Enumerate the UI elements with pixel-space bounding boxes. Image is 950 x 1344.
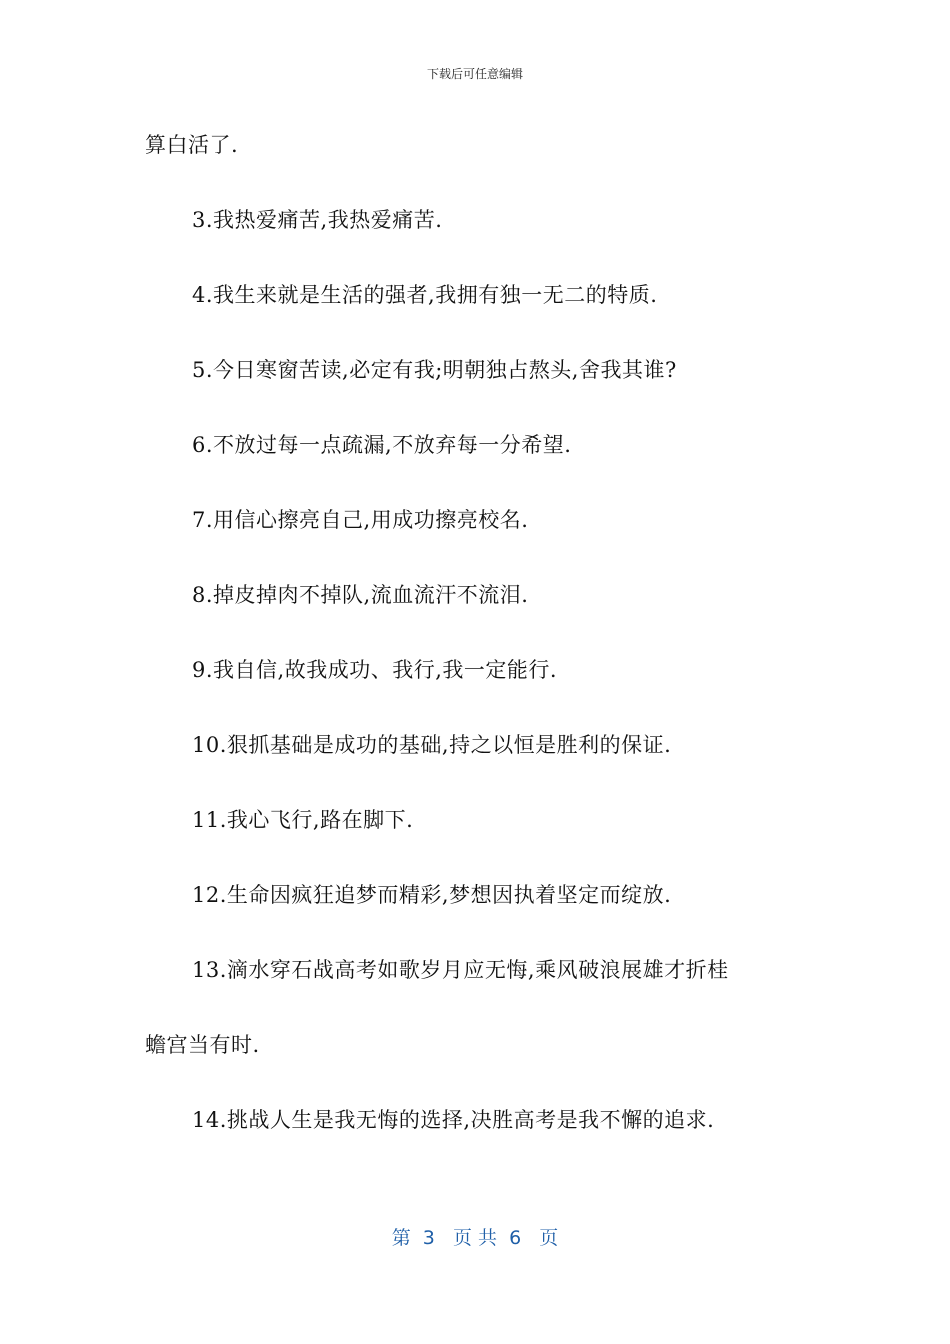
text-line: 13.滴水穿石战高考如歌岁月应无悔,乘风破浪展雄才折桂 xyxy=(192,958,729,982)
text-line: 5.今日寒窗苦读,必定有我;明朝独占熬头,舍我其谁? xyxy=(192,358,677,382)
text-line: 8.掉皮掉肉不掉队,流血流汗不流泪. xyxy=(192,583,529,607)
text-line: 蟾宫当有时. xyxy=(145,1033,260,1057)
text-line: 12.生命因疯狂追梦而精彩,梦想因执着坚定而绽放. xyxy=(192,883,672,907)
text-line: 算白活了. xyxy=(145,133,239,157)
page-number-footer: 第 3 页 共 6 页 xyxy=(391,1227,559,1249)
text-line: 3.我热爱痛苦,我热爱痛苦. xyxy=(192,208,443,232)
text-line: 10.狠抓基础是成功的基础,持之以恒是胜利的保证. xyxy=(192,733,672,757)
text-line: 9.我自信,故我成功、我行,我一定能行. xyxy=(192,658,558,682)
text-line: 14.挑战人生是我无悔的选择,决胜高考是我不懈的追求. xyxy=(192,1108,715,1132)
text-line: 6.不放过每一点疏漏,不放弃每一分希望. xyxy=(192,433,572,457)
text-line: 7.用信心擦亮自己,用成功擦亮校名. xyxy=(192,508,529,532)
page-header: 下载后可任意编辑 xyxy=(426,67,523,81)
text-line: 11.我心飞行,路在脚下. xyxy=(192,808,414,832)
text-line: 4.我生来就是生活的强者,我拥有独一无二的特质. xyxy=(192,283,658,307)
